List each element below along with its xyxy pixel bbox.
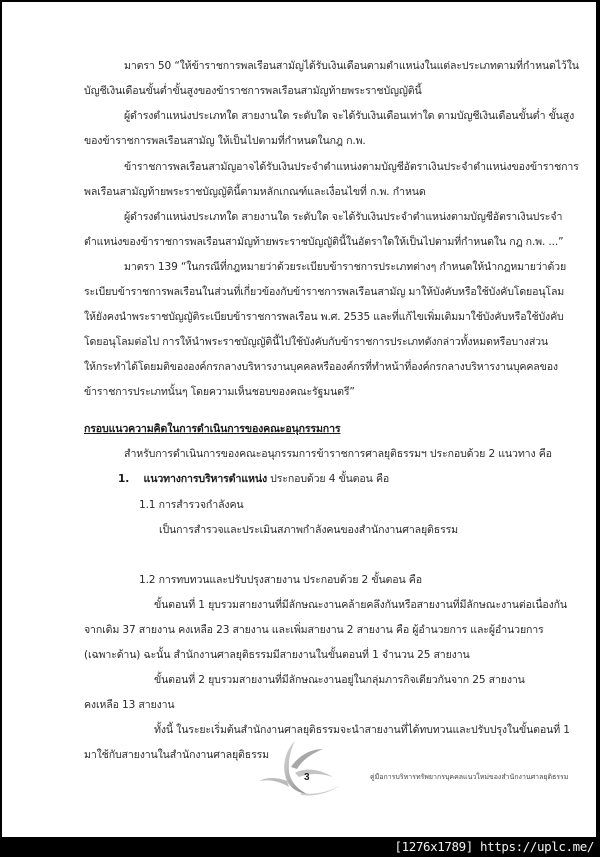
document-page	[2, 2, 596, 837]
step-1-line1: ขั้นตอนที่ 1 ยุบรวมสายงานที่มีลักษณะงานคล้ายคลึงกันหรือสายงานที่มีลักษณะงานต่อเนื่องกัน	[154, 599, 567, 611]
paragraph-section-139-line2: ระเบียบข้าราชการพลเรือนในส่วนที่เกี่ยวข้องกับข้าราชการพลเรือนสามัญ มาให้บังคับหรือใช้บังคับโดยอนุโลม	[84, 286, 565, 298]
paragraph-position-allowance: ข้าราชการพลเรือนสามัญอาจได้รับเงินประจำตำแหน่งตามบัญชีอัตราเงินประจำตำแหน่งของข้าราชการ	[124, 161, 579, 173]
note-line2: มาใช้กับสายงานในสำนักงานศาลยุติธรรม	[84, 749, 269, 761]
list-item-1	[118, 470, 389, 488]
paragraph-section-139-line5: ให้กระทำได้โดยมติขององค์กรกลางบริหารงานบุคคลหรือองค์กรที่ทำหน้าที่องค์กรกลางบริหารงานบุคคลของ	[84, 361, 558, 373]
list-item-1-number: 1.	[118, 473, 130, 485]
paragraph-section-139-line3: ให้ยังคงนำพระราชบัญญัติระเบียบข้าราชการพลเรือน พ.ศ. 2535 และที่แก้ไขเพิ่มเติมมาใช้บังคับหรือใช้บังคับ	[84, 311, 564, 323]
list-item-1-1-label: 1.1 การสำรวจกำลังคน	[139, 499, 244, 511]
page-number: 3	[304, 772, 310, 783]
paragraph-position-allowance-cont: พลเรือนสามัญท้ายพระราชบัญญัตินี้ตามหลักเกณฑ์และเงื่อนไขที่ ก.พ. กำหนด	[84, 186, 426, 198]
swoosh-logo-icon	[257, 737, 347, 797]
list-item-1-title: แนวทางการบริหารตำแหน่ง	[143, 473, 267, 485]
list-item-1-2-label: 1.2 การทบทวนและปรับปรุงสายงาน ประกอบด้วย 2 ขั้นตอน คือ	[139, 574, 422, 586]
step-2-line1: ขั้นตอนที่ 2 ยุบรวมสายงานที่มีลักษณะงานอยู่ในกลุ่มภารกิจเดียวกันจาก 25 สายงาน	[154, 674, 525, 686]
paragraph-allowance-rate: ผู้ดำรงตำแหน่งประเภทใด สายงานใด ระดับใด จะได้รับเงินประจำตำแหน่งตามบัญชีอัตราเงินประจำ	[124, 211, 563, 223]
paragraph-section-139-line6: ข้าราชการประเภทนั้นๆ โดยความเห็นชอบของคณะรัฐมนตรี”	[84, 386, 355, 398]
paragraph-section-139-line4: โดยอนุโลมต่อไป การให้นำพระราชบัญญัตินี้ไปใช้บังคับกับข้าราชการประเภทดังกล่าวทั้งหมดหรือบางส่วน	[84, 336, 549, 348]
paragraph-section-50: มาตรา 50 “ให้ข้าราชการพลเรือนสามัญได้รับเงินเดือนตามตำแหน่งในแต่ละประเภทตามที่กำหนดไว้ใน	[124, 60, 579, 72]
section-intro: สำหรับการดำเนินการของคณะอนุกรรมการข้าราชการศาลยุติธรรมฯ ประกอบด้วย 2 แนวทาง คือ	[124, 448, 552, 460]
paragraph-salary-level-cont: ของข้าราชการพลเรือนสามัญ ให้เป็นไปตามที่กำหนดในกฎ ก.พ.	[84, 135, 366, 147]
step-1-line2: จากเดิม 37 สายงาน คงเหลือ 23 สายงาน และเพิ่มสายงาน 2 สายงาน คือ ผู้อำนวยการ และผู้อำนวยการ	[84, 624, 544, 636]
list-item-1-rest: ประกอบด้วย 4 ขั้นตอน คือ	[266, 473, 390, 485]
paragraph-salary-level: ผู้ดำรงตำแหน่งประเภทใด สายงานใด ระดับใด จะได้รับเงินเดือนเท่าใด ตามบัญชีเงินเดือนขั้นต่ำ ขั้นสูง	[124, 110, 575, 122]
step-2-line2: คงเหลือ 13 สายงาน	[84, 699, 175, 711]
note-line1: ทั้งนี้ ในระยะเริ่มต้นสำนักงานศาลยุติธรรมจะนำสายงานที่ได้ทบทวนและปรับปรุงในขั้นตอนที่ 1	[154, 724, 570, 736]
footer-title: คู่มือการบริหารทรัพยากรบุคคลแนวใหม่ของสำนักงานศาลยุติธรรม	[370, 773, 569, 781]
step-1-line3: (เฉพาะด้าน) ฉะนั้น สำนักงานศาลยุติธรรมมีสายงานในขั้นตอนที่ 1 จำนวน 25 สายงาน	[84, 649, 470, 661]
paragraph-section-139: มาตรา 139 “ในกรณีที่กฎหมายว่าด้วยระเบียบข้าราชการประเภทต่างๆ กำหนดให้นำกฎหมายว่าด้วย	[124, 261, 567, 273]
watermark-text: [1276x1789] https://uplc.me/	[394, 839, 594, 854]
paragraph-allowance-rate-cont: ตำแหน่งของข้าราชการพลเรือนสามัญท้ายพระราชบัญญัตินี้ในอัตราใดให้เป็นไปตามที่กำหนดใน กฎ ก.พ. ...”	[84, 236, 564, 248]
list-item-1-1-desc: เป็นการสำรวจและประเมินสภาพกำลังคนของสำนักงานศาลยุติธรรม	[159, 524, 458, 536]
section-heading: กรอบแนวความคิดในการดำเนินการของคณะอนุกรรมการ	[84, 423, 341, 435]
paragraph-section-50-cont: บัญชีเงินเดือนขั้นต่ำขั้นสูงของข้าราชการพลเรือนสามัญท้ายพระราชบัญญัตินี้	[84, 85, 422, 97]
